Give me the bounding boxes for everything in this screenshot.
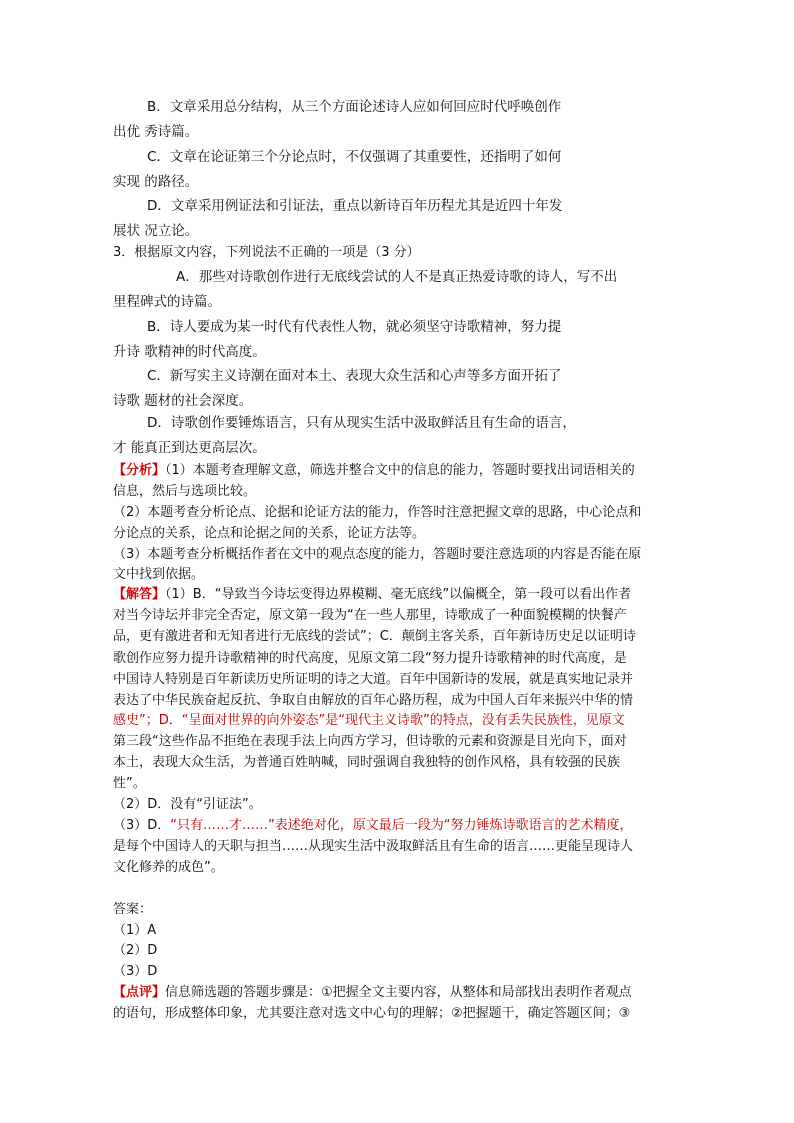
solution-line10: 性”。 <box>113 776 146 791</box>
analysis-p1-line1: 【分析】（1）本题考查理解文意，筛选并整合文中的信息的能力，答题时要找出词语相关的 <box>113 463 635 478</box>
answer-label: 答案： <box>113 902 153 917</box>
comment-line2: 的语句，形成整体印象，尤其要注意对选文中心句的理解；②把握题干，确定答题区间；③ <box>113 1006 631 1021</box>
q3-option-a-line1: A．那些对诗歌创作进行无底线尝试的人不是真正热爱诗歌的诗人，写不出 <box>176 269 618 285</box>
q2-option-b-line2: 出优 秀诗篇。 <box>113 124 199 140</box>
comment-tag: 【点评】 <box>113 985 166 1000</box>
q3-option-d-line2: 才 能真正到达更高层次。 <box>113 440 266 456</box>
q3-option-b-line1: B．诗人要成为某一时代有代表性人物，就必须坚守诗歌精神，努力提 <box>147 319 562 335</box>
solution-line7: 感史”；D．“呈面对世界的向外姿态”是“现代主义诗歌”的特点，没有丢失民族性，见原文 <box>113 713 625 728</box>
analysis-p2-line2: 分论点的关系，论点和论据之间的关系，论证方法等。 <box>113 526 426 541</box>
solution-line9: 本土，表现大众生活，为普通百姓呐喊，同时强调自我独特的创作风格，具有较强的民族 <box>113 755 621 770</box>
analysis-p2-line1: （2）本题考查分析论点、论据和论证方法的能力，作答时注意把握文章的思路，中心论点和 <box>113 505 642 520</box>
q2-option-d-line1: D．文章采用例证法和引证法，重点以新诗百年历程尤其是近四十年发 <box>147 198 563 214</box>
answer-3: （3）D <box>113 964 158 979</box>
answer-1: （1）A <box>113 923 157 938</box>
solution-line2: 对当今诗坛并非完全否定，原文第一段为“在一些人那里，诗歌成了一种面貌模糊的快餐产 <box>113 608 627 623</box>
analysis-p1-line2: 信息，然后与选项比较。 <box>113 484 257 499</box>
q2-option-c-line2: 实现 的路径。 <box>113 174 199 190</box>
q3-option-d-line1: D．诗歌创作要锤炼语言，只有从现实生活中汲取鲜活且有生命的语言， <box>147 415 576 431</box>
comment-line1: 【点评】信息筛选题的答题步骤是：①把握全文主要内容，从整体和局部找出表明作者观点 <box>113 985 632 1000</box>
q2-option-b-line1: B．文章采用总分结构，从三个方面论述诗人应如何回应时代呼唤创作 <box>147 99 562 115</box>
analysis-p3-line1: （3）本题考查分析概括作者在文中的观点态度的能力，答题时要注意选项的内容是否能在原 <box>113 547 642 562</box>
analysis-tag: 【分析】 <box>113 463 166 478</box>
analysis-p3-line2: 文中找到依据。 <box>113 567 205 582</box>
solution-line12: （3）D．“只有……才……”表述绝对化，原文最后一段为“努力锤炼诗歌语言的艺术精度， <box>113 818 633 833</box>
q3-option-c-line2: 诗歌 题材的社会深度。 <box>113 393 253 409</box>
q2-option-d-line2: 展状 况立论。 <box>113 223 199 239</box>
q2-option-c-line1: C．文章在论证第三个分论点时，不仅强调了其重要性，还指明了如何 <box>147 149 562 165</box>
solution-line5: 中国诗人特别是百年新读历史所证明的诗之大道。百年中国新诗的发展，就是真实地记录并 <box>113 672 634 687</box>
solution-line6: 表达了中华民族奋起反抗、争取自由解放的百年心路历程，成为中国人百年来振兴中华的情 <box>113 693 634 708</box>
q3-option-b-line2: 升诗 歌精神的时代高度。 <box>113 344 266 360</box>
solution-line13: 是每个中国诗人的天职与担当……从现实生活中汲取鲜活且有生命的语言……更能呈现诗人 <box>113 839 634 854</box>
solution-line3: 品，更有激进者和无知者进行无底线的尝试”；C．颠倒主客关系，百年新诗历史足以证明诗 <box>113 629 636 644</box>
solution-tag: 【解答】 <box>113 587 166 602</box>
solution-line1: 【解答】（1）B．“导致当今诗坛变得边界模糊、毫无底线”以偏概全，第一段可以看出作者 <box>113 587 632 602</box>
solution-line8: 第三段“这些作品不拒绝在表现手法上向西方学习，但诗歌的元素和资源是目光向下，面对 <box>113 734 627 749</box>
q3-option-c-line1: C．新写实主义诗潮在面对本土、表现大众生活和心声等多方面开拓了 <box>147 368 562 384</box>
q3-stem: 3．根据原文内容，下列说法不正确的一项是（3 分） <box>113 245 420 260</box>
solution-line11: （2）D．没有“引证法”。 <box>113 797 262 812</box>
q3-option-a-line2: 里程碑式的诗篇。 <box>113 294 221 310</box>
answer-2: （2）D <box>113 943 158 958</box>
solution-line14: 文化修养的成色”。 <box>113 860 224 875</box>
solution-line4: 歌创作应努力提升诗歌精神的时代高度，见原文第二段“努力提升诗歌精神的时代高度，是 <box>113 651 627 666</box>
